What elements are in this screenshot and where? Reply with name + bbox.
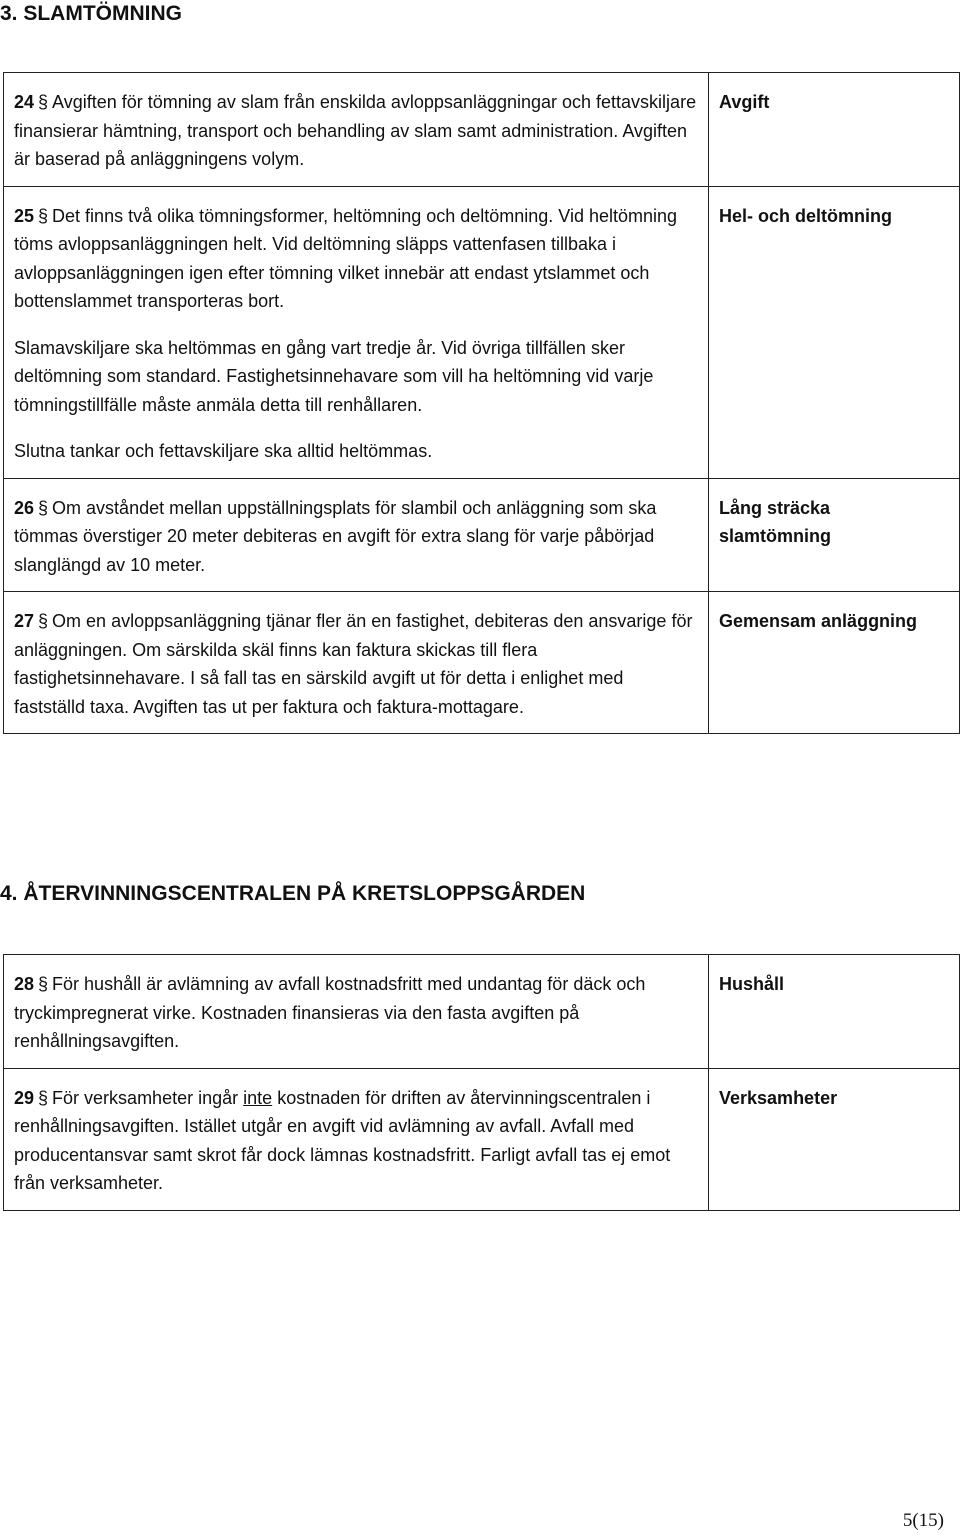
rule-29-label: Verksamheter [709,1068,960,1210]
rule-28-text [14,970,698,1056]
rule-number: 24 [14,92,35,112]
rule-26-cell [4,478,709,592]
rule-29-cell [4,1068,709,1210]
table-row [4,186,960,478]
rule-number: 26 [14,497,35,518]
rule-25-paragraph-2: Slamavskiljare ska heltömmas en gång vart tredje år. Vid övriga tillfällen sker deltömning som standard. Fastighetsinnehavare som vill ha heltömning vid varje tömningstillfälle måste anmäla detta till renhållaren. [14,337,654,415]
section-4-heading: 4. ÅTERVINNINGSCENTRALEN PÅ KRETSLOPPSGÅRDEN [0,882,586,905]
section-sign: § [38,497,49,518]
rule-body: Om en avloppsanläggning tjänar fler än en fastighet, debiteras den ansvarige för anläggningen. Om särskilda skäl finns kan faktura skickas till flera fastighetsinnehavare. I så fall tas en särskild avgift ut för detta i enlighet med fastställd taxa. Avgiften tas ut per faktura och faktura-mottagare. [14,611,693,717]
section-sign: § [38,205,49,226]
rule-25-paragraph-3: Slutna tankar och fettavskiljare ska alltid heltömmas. [14,441,433,461]
rule-25-text [14,202,698,316]
section-sign: § [38,92,49,112]
section-sign: § [38,974,49,994]
rule-28-cell [4,955,709,1069]
rule-26-label [709,478,960,592]
table-row [4,73,960,187]
rule-body: Avgiften för tömning av slam från enskilda avloppsanläggningar och fettavskiljare finansierar hämtning, transport och behandling av slam samt administration. Avgiften är baserad på anläggningens volym. [14,92,697,169]
rule-number: 29 [14,1087,35,1108]
table-row [4,592,960,734]
section-sign: § [38,611,49,631]
label-line: Lång sträcka [719,497,831,518]
section-3-heading: 3. SLAMTÖMNING [0,2,182,25]
table-row [4,478,960,592]
rule-body-after: kostnaden för driften av återvinningscentralen i renhållningsavgiften. Istället utgår en avgift vid avlämning av avfall. Avfall med producentansvar samt skrot får dock lämnas kostnadsfritt. Farligt avfall tas ej emot från verksamheter. [14,1087,671,1193]
rule-24-text [14,88,698,174]
page-number: 5(15) [902,1510,944,1531]
rule-25-label: Hel- och deltömning [709,186,960,478]
rule-number: 25 [14,205,35,226]
rule-27-text [14,607,698,721]
rule-28-label: Hushåll [709,955,960,1069]
underlined-word: inte [243,1087,273,1108]
rule-27-label: Gemensam anläggning [709,592,960,734]
section-3-table [3,72,960,734]
rule-number: 28 [14,974,35,994]
rule-27-cell [4,592,709,734]
section-4-table [3,954,960,1211]
rule-24-cell [4,73,709,187]
rule-25-cell [4,186,709,478]
section-sign: § [38,1087,49,1108]
rule-body-before: För verksamheter ingår [52,1087,239,1108]
table-row [4,1068,960,1210]
table-row [4,955,960,1069]
rule-24-label: Avgift [709,73,960,187]
label-line: slamtömning [719,526,832,546]
rule-body: För hushåll är avlämning av avfall kostnadsfritt med undantag för däck och tryckimpregnerat virke. Kostnaden finansieras via den fasta avgiften på renhållningsavgiften. [14,974,646,1051]
rule-body: Det finns två olika tömningsformer, heltömning och deltömning. Vid heltömning töms avloppsanläggningen helt. Vid deltömning släpps vattenfasen tillbaka i avloppsanläggningen igen efter tömning vilket innebär att endast ytslammet och bottenslammet transporteras bort. [14,205,678,311]
rule-26-text [14,494,698,580]
rule-number: 27 [14,611,35,631]
rule-body: Om avståndet mellan uppställningsplats för slambil och anläggning som ska tömmas överstiger 20 meter debiteras en avgift för extra slang för varje påbörjad slanglängd av 10 meter. [14,497,657,575]
rule-29-text [14,1084,698,1198]
